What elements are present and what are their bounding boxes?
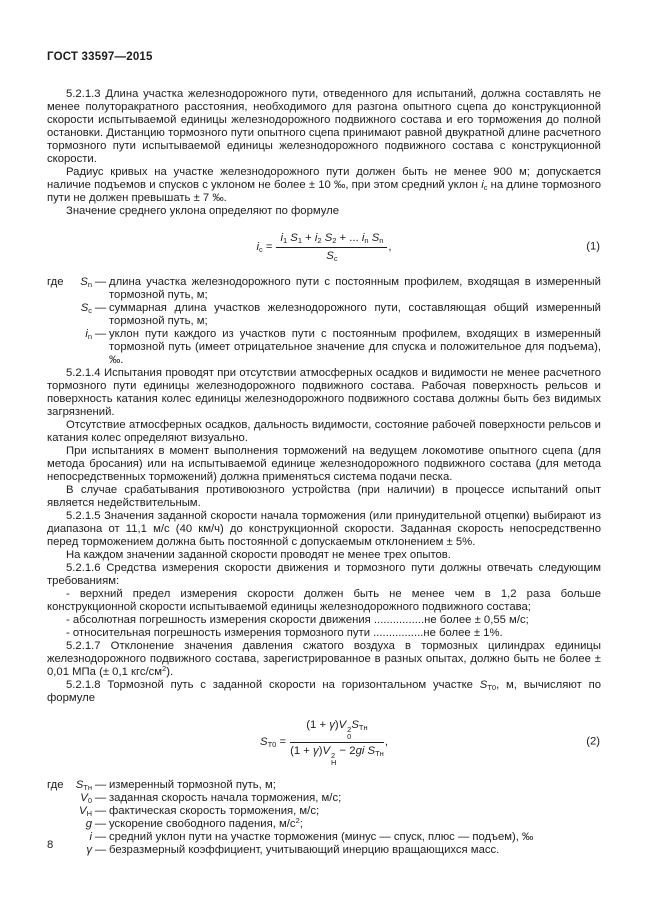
deflist-dash: — [94, 792, 107, 804]
deflist-lead [47, 805, 66, 818]
paragraph-sanding-system: При испытаниях в момент выполнения торможений на ведущем локомотиве опытного сцепа (для метода бросания) или на испытываемой единице железнодорожного подвижного состава (для метода непосредственных торможений) должна применяться система подачи песка. [47, 445, 601, 483]
formula-2-definitions-item [47, 831, 601, 844]
deflist-dash: — [94, 302, 107, 314]
formula-1-definitions [47, 276, 601, 367]
formula-2 [47, 718, 601, 766]
deflist-definition: измеренный тормозной путь, м; [109, 779, 276, 791]
deflist-dash: — [94, 805, 107, 817]
list-item-distance-error: - относительная погрешность измерения тормозного пути ................не более ± 1%. [66, 627, 503, 639]
deflist-lead [47, 302, 66, 328]
deflist-dash: — [94, 779, 107, 791]
formula-1-definitions-item [47, 328, 601, 367]
paragraph-antiskid: В случае срабатывания противоюзного устройства (при наличии) в процессе испытаний опыт является недействительным. [47, 484, 601, 509]
formula-2-number: (2) [586, 735, 600, 748]
deflist-lead: где [47, 276, 64, 288]
deflist-dash: — [94, 831, 107, 843]
list-item-speed-error: - абсолютная погрешность измерения скорости движения ................не более ± 0,55 м/с; [66, 614, 529, 626]
deflist-dash: — [94, 328, 107, 340]
formula-2-definitions-item [47, 779, 601, 792]
paragraph-5.2.1.4: 5.2.1.4 Испытания проводят при отсутствии атмосферных осадков и видимости не менее расчетного тормозного пути единицы железнодорожного подвижного состава. Рабочая поверхность рельсов и поверхность катания колес единицы железнодорожного подвижного состава должны быть без видимых загрязнений. [47, 367, 601, 418]
deflist-definition: средний уклон пути на участке торможения (минус — спуск, плюс — подъем), ‰ [109, 831, 534, 843]
document-body [47, 88, 601, 857]
paragraph-5.2.1.6: 5.2.1.6 Средства измерения скорости движения и тормозного пути должны отвечать следующим требованиям: [47, 562, 601, 587]
deflist-definition: уклон пути каждого из участков пути с постоянным профилем, входящих в измеренный тормозной путь (имеет отрицательное значение для спуска и положительное для подъема), ‰. [109, 328, 601, 366]
deflist-lead [47, 818, 66, 831]
deflist-definition: фактическая скорость торможения, м/с; [109, 805, 320, 817]
formula-2-definitions [47, 779, 601, 857]
deflist-definition: безразмерный коэффициент, учитывающий инерцию вращающихся масс. [109, 844, 500, 856]
formula-1-expression: $i_c$ = $\frac{i_1 S_1 + i_2 S_2 + ... i_n S_n}{S_c}$ , [256, 232, 392, 263]
list-item-upper-speed-limit: - верхний предел измерения скорости должен быть не менее чем в 1,2 раза больше конструкционной скорости испытываемой единицы железнодорожного подвижного состава; [47, 588, 601, 613]
paragraph-5.2.1.7: 5.2.1.7 Отклонение значения давления сжатого воздуха в тормозных цилиндрах единицы железнодорожного подвижного состава, зарегистрированное в разных опытах, должно быть не более ± 0,01 МПа (± 0,1 кгс/$см^2$). [47, 640, 601, 678]
deflist-term: $S_{Тн}$ [75, 779, 92, 792]
deflist-lead [47, 328, 66, 367]
paragraph-formula1-intro: Значение среднего уклона определяют по формуле [66, 205, 340, 217]
paragraph-5.2.1.8: 5.2.1.8 Тормозной путь с заданной скорости на горизонтальном участке $S_{Т0}$, м, вычисляют по формуле [47, 679, 601, 704]
deflist-lead: где [47, 779, 64, 791]
deflist-term: g [85, 818, 92, 830]
paragraph-three-tests: На каждом значении заданной скорости проводят не менее трех опытов. [66, 549, 451, 561]
formula-1 [47, 231, 601, 263]
paragraph-visual-check: Отсутствие атмосферных осадков, дальность видимости, состояние рабочей поверхности рельсов и катания колес определяют визуально. [47, 419, 601, 444]
deflist-dash: — [94, 276, 107, 288]
paragraph-5.2.1.3: 5.2.1.3 Длина участка железнодорожного пути, отведенного для испытаний, должна составлять не менее полуторакратного расстояния, необходимого для разгона опытного сцепа до конструкционной скорости испытываемой единицы железнодорожного подвижного состава и его торможения до полной остановки. Дистанцию тормозного пути опытного сцепа принимают равной двукратной длине расчетного тормозного пути испытываемой единицы железнодорожного подвижного состава с конструкционной скорости. [47, 88, 601, 165]
paragraph-5.2.1.5: 5.2.1.5 Значения заданной скорости начала торможения (или принудительной отцепки) выбирают из диапазона от 11,1 м/с (40 км/ч) до конструкционной скорости. Заданная скорость непосредственно перед торможением должна быть постоянной с допускаемым отклонением ± 5%. [47, 510, 601, 548]
deflist-term: γ [86, 844, 92, 856]
formula-2-definitions-item [47, 792, 601, 805]
document-header: ГОСТ 33597—2015 [47, 51, 153, 63]
deflist-term: $V_Н$ [79, 805, 92, 818]
deflist-term: $i_n$ [85, 328, 92, 341]
formula-1-definitions-item [47, 276, 601, 302]
formula-2-expression: $S_{Т0}$ = (1 + γ)V 2 0 $S_{Тн}$ (1 + γ)V 2 Н − 2gi $S_{Тн}$ , [260, 719, 388, 767]
formula-1-number: (1) [586, 240, 600, 253]
deflist-definition: длина участка железнодорожного пути с постоянным профилем, входящая в измеренный тормозной путь, м; [109, 276, 601, 301]
formula-2-definitions-item [47, 844, 601, 857]
deflist-lead [47, 792, 66, 805]
deflist-term: i [89, 831, 92, 843]
deflist-definition: суммарная длина участков железнодорожного пути, составляющая общий измеренный тормозной путь, м; [109, 302, 601, 327]
page-number: 8 [47, 839, 54, 851]
formula-2-definitions-item [47, 818, 601, 831]
deflist-dash: — [94, 844, 107, 856]
deflist-dash: — [94, 818, 107, 830]
formula-2-definitions-item [47, 805, 601, 818]
deflist-definition: заданная скорость начала торможения, м/с; [109, 792, 342, 804]
deflist-term: $S_c$ [80, 302, 92, 315]
deflist-definition: ускорение свободного падения, $м/с^2$; [109, 816, 303, 830]
paragraph-track-radius: Радиус кривых на участке железнодорожного пути должен быть не менее 900 м; допускается наличие подъемов и спусков с уклоном не более ± 10 ‰, при этом средний уклон $i_c$ на длине тормозного пути не должен превышать ± 7 ‰. [47, 166, 601, 204]
deflist-term: $S_n$ [80, 276, 92, 289]
formula-1-definitions-item [47, 302, 601, 328]
deflist-term: $V_0$ [80, 792, 92, 805]
